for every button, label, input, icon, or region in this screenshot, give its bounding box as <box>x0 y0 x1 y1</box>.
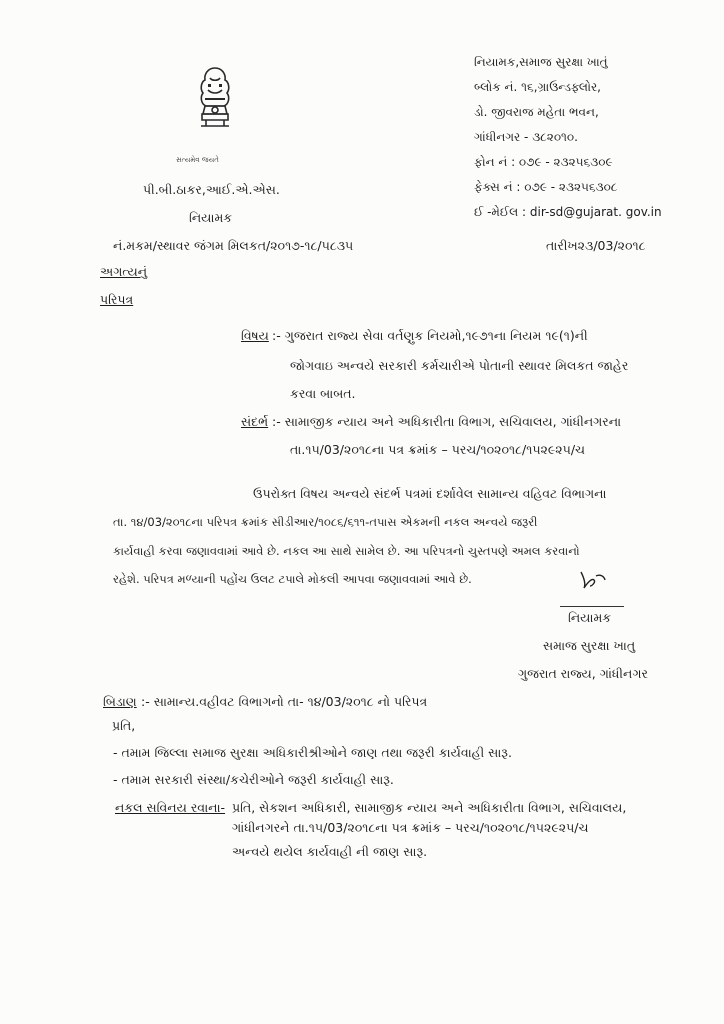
subject-line-2: જોગવાઇ અન્વયે સરકારી કર્મચારીએ પોતાની સ્થાવર મિલકત જાહેર <box>290 358 629 373</box>
body-line-4: રહેશે. પરિપત્ર મળ્યાની પહોંચ ઉલટ ટપાલે મોકલી આપવા જણાવવામાં આવે છે. <box>113 572 472 586</box>
body-line-2: તા. ૧૪/03/૨૦૧૮ના પરિપત્ર ક્રમાંક સીડીઆર/૧૦૮૬/૬૧૧-તપાસ એકમની નકલ અન્વયે જરૂરી <box>113 515 538 529</box>
copy-forwarded-line-3: અન્વયે થયેલ કાર્યવાહી ની જાણ સારૂ. <box>232 844 428 859</box>
copy-to-item-2: - તમામ સરકારી સંસ્થા/કચેરીઓને જરૂરી કાર્યવાહી સારૂ. <box>113 772 394 787</box>
copy-to-heading: પ્રતિ, <box>112 718 136 733</box>
copy-to-item-1: - તમામ જિલ્લા સમાજ સુરક્ષા અધિકારીશ્રીઓને જાણ તથા જરૂરી કાર્યવાહી સારૂ. <box>113 745 512 760</box>
emblem-motto: સત્યમેવ જયતે <box>176 156 219 164</box>
signatory-dept: સમાજ સુરક્ષા ખાતુ <box>543 638 636 653</box>
copy-forwarded-line-1: પ્રતિ, સેકશન અધિકારી, સામાજીક ન્યાય અને અધિકારીતા વિભાગ, સચિવાલય, <box>232 800 627 815</box>
urgency-label: અગત્યનું <box>100 264 148 279</box>
subject-line-3: કરવા બાબત. <box>290 386 356 401</box>
reference-line-1: :- સામાજીક ન્યાય અને અધિકારીતા વિભાગ, સચિવાલય, ગાંધીનગરના <box>272 414 622 429</box>
officer-title: નિયામક <box>189 210 233 225</box>
circular-label: પરિપત્ર <box>100 292 134 307</box>
enclosure-text: :- સામાન્ય.વહીવટ વિભાગનો તા- ૧૪/03/૨૦૧૮ નો પરિપત્ર <box>141 694 428 709</box>
letter-date: તારીખ૨૩/03/૨૦૧૮ <box>546 238 646 253</box>
signature-scribble-icon <box>578 568 608 590</box>
officer-name: પી.બી.ઠાકર,આઈ.એ.એસ. <box>143 182 280 197</box>
office-line-4: ગાંધીનગર - ૩૮૨૦૧૦. <box>474 130 578 144</box>
body-line-3: કાર્યવાહી કરવા જણાવવામાં આવે છે. નકલ આ સાથે સામેલ છે. આ પરિપત્રનો ચુસ્તપણે અમલ કરવાનો <box>113 544 580 558</box>
office-fax: ફેક્સ નં : ૦૭૯ - ૨૩૨૫૬૩૦૮ <box>474 180 618 194</box>
national-emblem-icon <box>190 62 240 162</box>
office-email: ઈ -મેઈલ : dir-sd@gujarat. gov.in <box>474 205 662 219</box>
enclosure-label: બિડાણ <box>103 694 137 709</box>
office-line-3: ડો. જીવરાજ મહેતા ભવન, <box>474 105 599 119</box>
office-phone: ફોન નં : ૦૭૯ - ૨૩૨૫૬૩૦૯ <box>474 155 613 169</box>
office-line-2: બ્લોક નં. ૧૬,ગ્રાઉન્ડફ્લોર, <box>474 80 601 94</box>
signature-line <box>560 606 624 607</box>
letter-number: નં.મકમ/સ્થાવર જંગમ મિલકત/૨૦૧૭-૧૮/૫૮૩૫ <box>113 238 354 253</box>
body-line-1: ઉપરોક્ત વિષય અન્વયે સંદર્ભ પત્રમાં દર્શાવેલ સામાન્ય વહિવટ વિભાગના <box>253 486 607 501</box>
signatory-place: ગુજરાત રાજ્ય, ગાંધીનગર <box>518 666 648 681</box>
reference-label: સંદર્ભ <box>241 414 269 429</box>
signatory-title: નિયામક <box>568 610 612 625</box>
subject-line-1: :- ગુજરાત રાજ્ય સેવા વર્તણુક નિયમો,૧૯૭૧ના નિયમ ૧૯(૧)ની <box>272 328 588 343</box>
copy-forwarded-label: નકલ સવિનય રવાના- <box>115 800 226 815</box>
reference-line-2: તા.૧૫/03/૨૦૧૮ના પત્ર ક્રમાંક – પરચ/૧૦૨૦૧૮/૧૫૨૯૨૫/ચ <box>290 442 586 457</box>
copy-forwarded-line-2: ગાંધીનગરને તા.૧૫/03/૨૦૧૮ના પત્ર ક્રમાંક – પરચ/૧૦૨૦૧૮/૧૫૨૯૨૫/ચ <box>232 820 589 835</box>
subject-label: વિષય <box>241 328 269 343</box>
office-line-1: નિયામક,સમાજ સુરક્ષા ખાતું <box>474 55 608 69</box>
